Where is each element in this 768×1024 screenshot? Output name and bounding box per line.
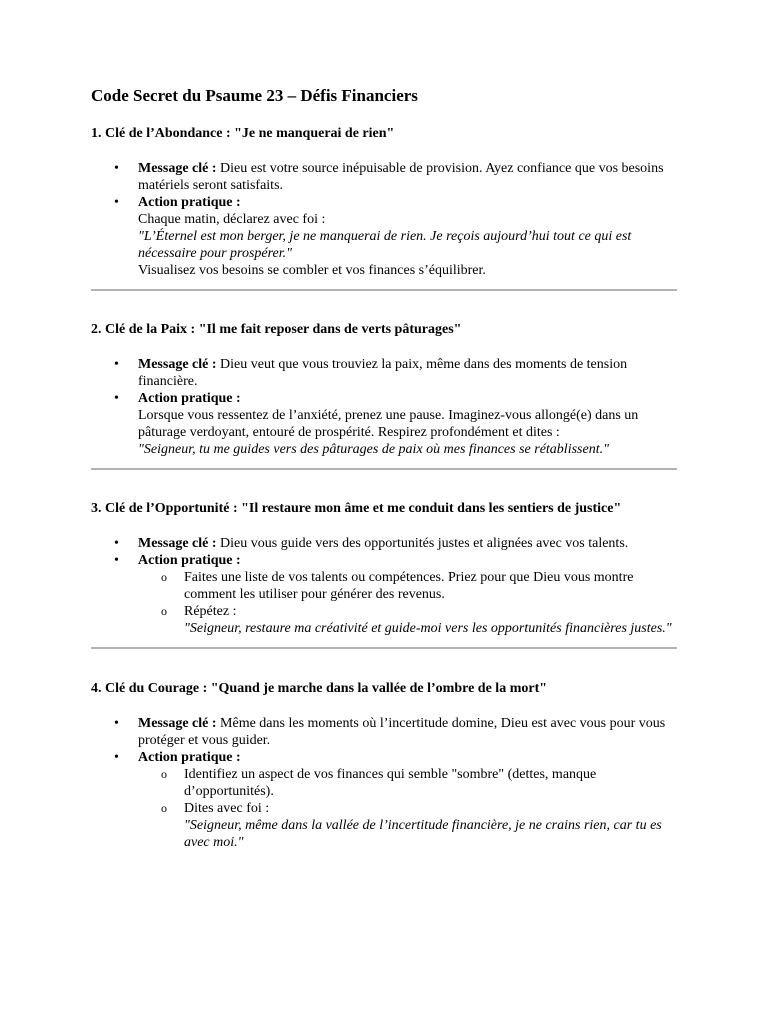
sub-item-text: Identifiez un aspect de vos finances qui semble "sombre" (dettes, manque d’opportunités). bbox=[184, 767, 597, 799]
bullet-list bbox=[91, 715, 677, 851]
list-item bbox=[138, 390, 677, 458]
list-item bbox=[138, 194, 677, 279]
list-item bbox=[138, 356, 677, 390]
document-body bbox=[91, 85, 677, 851]
bullet-list bbox=[91, 356, 677, 458]
list-item bbox=[138, 552, 677, 637]
action-quote: "L’Éternel est mon berger, je ne manquerai de rien. Je reçois aujourd’hui tout ce qui est nécessaire pour prospérer." bbox=[138, 229, 632, 261]
message-text: Dieu vous guide vers des opportunités justes et alignées avec vos talents. bbox=[216, 536, 629, 551]
section-heading: 2. Clé de la Paix : "Il me fait reposer dans de verts pâturages" bbox=[91, 322, 462, 337]
section-heading: 4. Clé du Courage : "Quand je marche dans la vallée de l’ombre de la mort" bbox=[91, 681, 547, 696]
sub-list-item bbox=[184, 569, 677, 603]
sub-list-item bbox=[184, 766, 677, 800]
sub-item-quote: "Seigneur, restaure ma créativité et guide-moi vers les opportunités financières justes." bbox=[184, 621, 672, 636]
message-label: Message clé : bbox=[138, 716, 217, 731]
section-divider bbox=[91, 468, 677, 470]
message-label: Message clé : bbox=[138, 357, 217, 372]
list-item bbox=[138, 535, 677, 552]
sub-list bbox=[138, 766, 677, 851]
list-item bbox=[138, 715, 677, 749]
page-title: Code Secret du Psaume 23 – Défis Financiers bbox=[91, 86, 418, 105]
sub-list-item bbox=[184, 800, 677, 851]
list-item bbox=[138, 749, 677, 851]
sub-item-intro: o Dites avec foi : bbox=[184, 801, 270, 816]
action-outro: Visualisez vos besoins se combler et vos finances s’équilibrer. bbox=[138, 263, 486, 278]
section-divider bbox=[91, 289, 677, 291]
section-heading: 1. Clé de l’Abondance : "Je ne manquerai de rien" bbox=[91, 126, 395, 141]
bullet-list bbox=[91, 160, 677, 279]
sub-list-item bbox=[184, 603, 677, 637]
section-opportunite bbox=[91, 500, 677, 649]
bullet-list bbox=[91, 535, 677, 637]
action-quote: "Seigneur, tu me guides vers des pâturages de paix où mes finances se rétablissent." bbox=[138, 442, 609, 457]
section-paix bbox=[91, 321, 677, 470]
action-label: • Action pratique : bbox=[138, 391, 241, 406]
message-text: Même dans les moments où l’incertitude domine, Dieu est avec vous pour vous protéger et vous guider. bbox=[138, 716, 666, 748]
sub-item-text: Faites une liste de vos talents ou compétences. Priez pour que Dieu vous montre comment les utiliser pour générer des revenus. bbox=[184, 570, 634, 602]
section-heading: 3. Clé de l’Opportunité : "Il restaure mon âme et me conduit dans les sentiers de justice" bbox=[91, 501, 622, 516]
message-text: Dieu veut que vous trouviez la paix, même dans des moments de tension financière. bbox=[138, 357, 628, 389]
action-label: • Action pratique : bbox=[138, 553, 241, 568]
sub-item-intro: o Répétez : bbox=[184, 604, 237, 619]
action-label: • Action pratique : bbox=[138, 195, 241, 210]
sub-item-quote: "Seigneur, même dans la vallée de l’incertitude financière, je ne crains rien, car tu es avec moi." bbox=[184, 818, 662, 850]
action-intro: Chaque matin, déclarez avec foi : bbox=[138, 212, 326, 227]
message-label: Message clé : bbox=[138, 161, 217, 176]
section-courage bbox=[91, 680, 677, 851]
sub-list bbox=[138, 569, 677, 637]
message-label: Message clé : bbox=[138, 536, 217, 551]
list-item bbox=[138, 160, 677, 194]
action-label: • Action pratique : bbox=[138, 750, 241, 765]
action-intro: Lorsque vous ressentez de l’anxiété, prenez une pause. Imaginez-vous allongé(e) dans un pâturage verdoyant, entouré de prospérité. Respirez profondément et dites : bbox=[138, 408, 639, 440]
section-divider bbox=[91, 647, 677, 649]
message-text: Dieu est votre source inépuisable de provision. Ayez confiance que vos besoins matériels seront satisfaits. bbox=[138, 161, 664, 193]
section-abondance bbox=[91, 125, 677, 291]
